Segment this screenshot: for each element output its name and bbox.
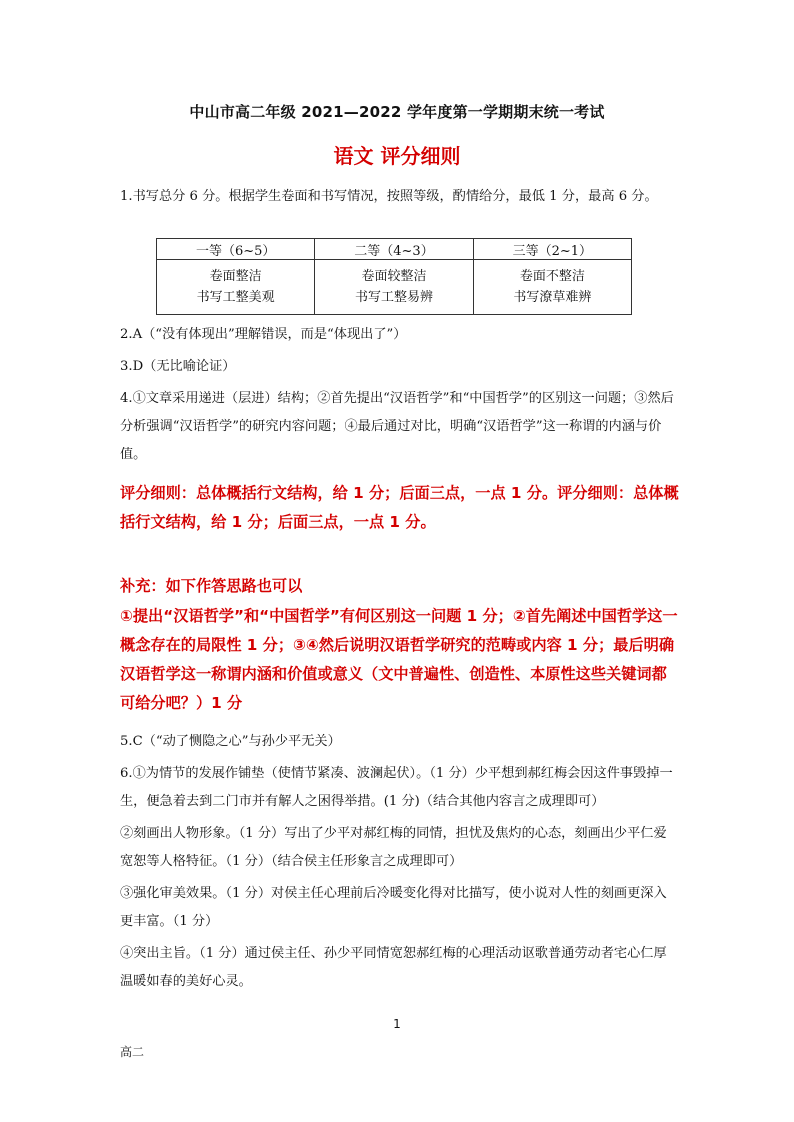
question-6-point-4: ④突出主旨。（1 分）通过侯主任、孙少平同情宽恕郝红梅的心理活动讴歌普通劳动者宅心仁厚温暖如春的美好心灵。 [120, 946, 667, 989]
cell-line: 卷面较整洁 [361, 269, 427, 284]
document-subtitle: 语文 评分细则 [333, 144, 461, 168]
cell-line: 书写潦草难辨 [513, 290, 592, 305]
table-cell [473, 260, 631, 315]
footer-grade-label: 高二 [120, 1045, 145, 1059]
question-1-text: 1.书写总分 6 分。根据学生卷面和书写情况，按照等级，酌情给分，最低 1 分，最高 6 分。 [120, 189, 658, 204]
cell-line: 卷面整洁 [209, 269, 262, 284]
supplement-heading: 补充：如下作答思路也可以 [120, 577, 303, 595]
question-5-answer: 5.C（“动了恻隐之心”与孙少平无关） [120, 734, 341, 749]
handwriting-grade-table [156, 238, 632, 315]
exam-title: 中山市高二年级 2021—2022 学年度第一学期期末统一考试 [189, 103, 605, 121]
table-cell [157, 260, 315, 315]
table-cell [315, 260, 473, 315]
question-6-point-1: 6.①为情节的发展作铺垫（使情节紧凑、波澜起伏）。（1 分）少平想到郝红梅会因这件事毁掉一生，便急着去到二门市并有解人之困得举措。(1 分)（结合其他内容言之成理即可） [120, 766, 673, 809]
table-header-row [157, 239, 632, 260]
table-header-cell: 三等（2~1） [473, 239, 631, 260]
page-number: 1 [393, 1017, 401, 1031]
table-header-cell: 一等（6~5） [157, 239, 315, 260]
cell-line: 卷面不整洁 [519, 269, 585, 284]
supplement-body: ①提出“汉语哲学”和“中国哲学”有何区别这一问题 1 分；②首先阐述中国哲学这一概念存在的局限性 1 分；③④然后说明汉语哲学研究的范畴或内容 1 分；最后明确汉语哲学这一称谓内涵和价值或意义（文中普遍性、创造性、本原性这些关键词都可给分吧？）1 分 [120, 607, 678, 712]
question-4-answer: 4.①文章采用递进（层进）结构；②首先提出“汉语哲学”和“中国哲学”的区别这一问题；③然后分析强调“汉语哲学”的研究内容问题；④最后通过对比，明确“汉语哲学”这一称谓的内涵与价值。 [120, 391, 674, 462]
question-6-point-2: ②刻画出人物形象。（1 分）写出了少平对郝红梅的同情，担忧及焦灼的心态，刻画出少平仁爱宽恕等人格特征。（1 分）（结合侯主任形象言之成理即可） [120, 826, 667, 869]
question-3-answer: 3.D（无比喻论证） [120, 359, 236, 374]
question-2-answer: 2.A（“没有体现出”理解错误，而是“体现出了”） [120, 327, 407, 342]
question-6-point-3: ③强化审美效果。（1 分）对侯主任心理前后冷暖变化得对比描写，使小说对人性的刻画更深入更丰富。（1 分） [120, 886, 667, 929]
table-row [157, 260, 632, 315]
table-header-cell: 二等（4~3） [315, 239, 473, 260]
rubric-note: 评分细则：总体概括行文结构，给 1 分；后面三点，一点 1 分。评分细则：总体概括行文结构，给 1 分；后面三点，一点 1 分。 [120, 484, 679, 531]
cell-line: 书写工整易辨 [354, 290, 433, 305]
cell-line: 书写工整美观 [196, 290, 275, 305]
